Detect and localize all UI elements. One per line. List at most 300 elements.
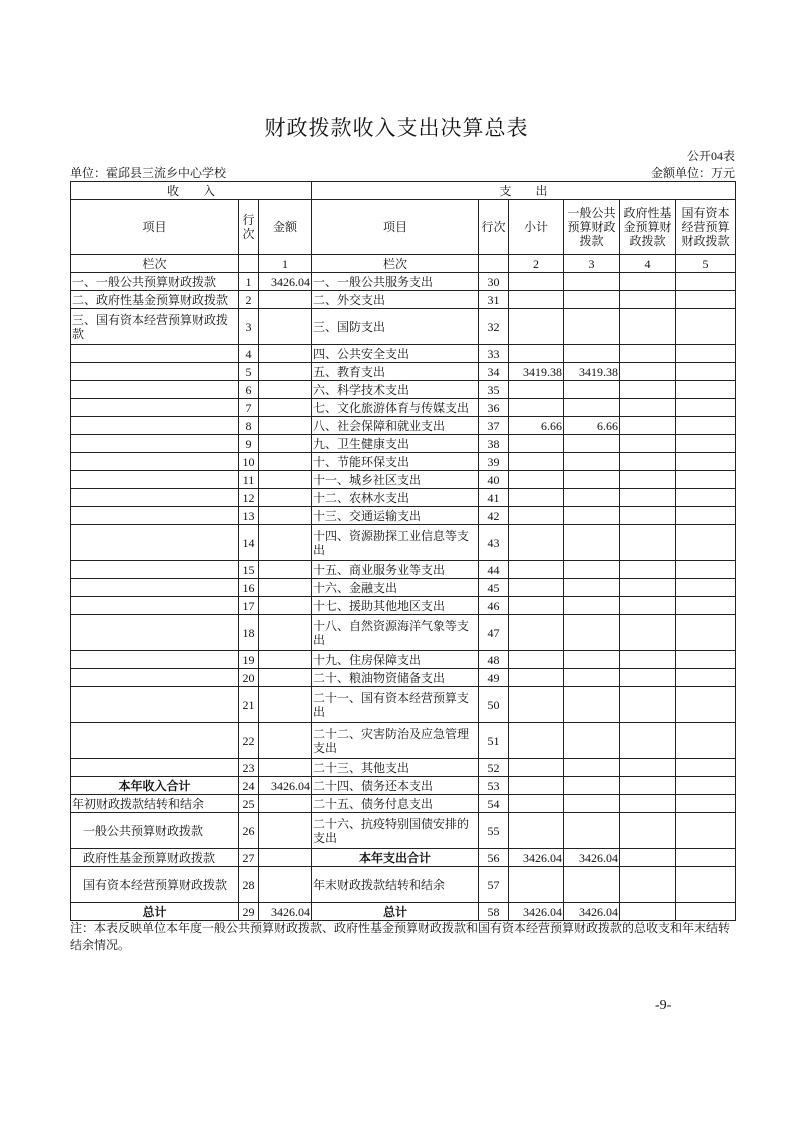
gov-fund [620, 273, 676, 291]
expense-row-no: 54 [479, 795, 509, 813]
table-row [71, 309, 736, 345]
subtotal [509, 651, 564, 669]
table-row [71, 399, 736, 417]
subtotal [509, 687, 564, 723]
general-budget [564, 345, 620, 363]
table-row [71, 777, 736, 795]
general-budget [564, 759, 620, 777]
state-capital [676, 777, 736, 795]
income-amount [259, 849, 312, 867]
subtotal [509, 435, 564, 453]
income-row-no: 1 [239, 273, 259, 291]
gov-fund [620, 615, 676, 651]
income-item [71, 453, 239, 471]
income-amount [259, 561, 312, 579]
col-num-1: 1 [259, 255, 312, 273]
income-item [71, 561, 239, 579]
income-amount [259, 309, 312, 345]
table-row [71, 435, 736, 453]
income-row-no: 20 [239, 669, 259, 687]
subtotal [509, 453, 564, 471]
expense-item: 二十六、抗疫特别国债安排的支出 [312, 813, 479, 849]
state-capital [676, 687, 736, 723]
expense-row-no: 49 [479, 669, 509, 687]
income-row-no: 23 [239, 759, 259, 777]
general-budget [564, 453, 620, 471]
income-item [71, 597, 239, 615]
expense-item: 七、文化旅游体育与传媒支出 [312, 399, 479, 417]
general-budget [564, 723, 620, 759]
gov-fund [620, 417, 676, 435]
income-row-no: 24 [239, 777, 259, 795]
state-capital [676, 813, 736, 849]
gov-fund [620, 867, 676, 903]
income-amount [259, 813, 312, 849]
table-row [71, 669, 736, 687]
money-unit-label: 金额单位：万元 [650, 166, 735, 180]
general-budget [564, 795, 620, 813]
expense-item: 十四、资源勘探工业信息等支出 [312, 525, 479, 561]
expense-row-no: 31 [479, 291, 509, 309]
subtotal [509, 759, 564, 777]
expense-item: 二十三、其他支出 [312, 759, 479, 777]
subtotal [509, 489, 564, 507]
income-amount [259, 345, 312, 363]
state-capital [676, 507, 736, 525]
state-capital [676, 561, 736, 579]
expense-row-no: 38 [479, 435, 509, 453]
income-row-no: 18 [239, 615, 259, 651]
subtotal [509, 291, 564, 309]
income-row-no: 12 [239, 489, 259, 507]
income-amount [259, 579, 312, 597]
gov-fund [620, 561, 676, 579]
expense-item: 三、国防支出 [312, 309, 479, 345]
gov-fund [620, 471, 676, 489]
gov-fund [620, 579, 676, 597]
expense-item: 九、卫生健康支出 [312, 435, 479, 453]
col-label: 栏次 [71, 255, 239, 273]
general-budget: 3419.38 [564, 363, 620, 381]
subtotal: 3426.04 [509, 849, 564, 867]
gov-fund [620, 291, 676, 309]
general-budget [564, 507, 620, 525]
income-amount [259, 669, 312, 687]
gov-fund [620, 309, 676, 345]
expense-item: 十七、援助其他地区支出 [312, 597, 479, 615]
income-item: 本年收入合计 [71, 777, 239, 795]
table-row [71, 579, 736, 597]
income-item [71, 579, 239, 597]
general-budget [564, 525, 620, 561]
state-capital [676, 579, 736, 597]
income-row-no: 29 [239, 903, 259, 921]
subtotal [509, 579, 564, 597]
expense-row-no: 47 [479, 615, 509, 651]
income-row-no: 8 [239, 417, 259, 435]
table-row [71, 813, 736, 849]
table-row [71, 525, 736, 561]
general-budget [564, 651, 620, 669]
general-budget [564, 579, 620, 597]
state-capital [676, 345, 736, 363]
income-row-no: 28 [239, 867, 259, 903]
income-amount [259, 525, 312, 561]
income-row-no: 21 [239, 687, 259, 723]
income-amount [259, 489, 312, 507]
gov-fund [620, 399, 676, 417]
expense-header: 支 出 [312, 182, 736, 200]
table-row [71, 849, 736, 867]
expense-row-no: 55 [479, 813, 509, 849]
subtotal [509, 867, 564, 903]
general-budget [564, 309, 620, 345]
income-item [71, 687, 239, 723]
state-capital [676, 849, 736, 867]
gov-fund [620, 795, 676, 813]
subtotal [509, 615, 564, 651]
expense-row-no: 33 [479, 345, 509, 363]
income-row-no: 10 [239, 453, 259, 471]
expense-row-no: 39 [479, 453, 509, 471]
expense-item: 五、教育支出 [312, 363, 479, 381]
income-row-no: 19 [239, 651, 259, 669]
expense-item: 十一、城乡社区支出 [312, 471, 479, 489]
state-capital [676, 381, 736, 399]
general-budget: 3426.04 [564, 849, 620, 867]
general-budget [564, 669, 620, 687]
income-item [71, 435, 239, 453]
subtotal [509, 525, 564, 561]
income-item [71, 669, 239, 687]
subtotal [509, 597, 564, 615]
col-header-amount: 金额 [259, 200, 312, 255]
income-item: 一般公共预算财政拨款 [71, 813, 239, 849]
table-row [71, 489, 736, 507]
income-amount [259, 363, 312, 381]
expense-item: 二十二、灾害防治及应急管理支出 [312, 723, 479, 759]
income-row-no: 6 [239, 381, 259, 399]
table-row [71, 345, 736, 363]
general-budget [564, 597, 620, 615]
state-capital [676, 759, 736, 777]
expense-item: 年末财政拨款结转和结余 [312, 867, 479, 903]
income-row-no: 11 [239, 471, 259, 489]
expense-item: 十八、自然资源海洋气象等支出 [312, 615, 479, 651]
subtotal: 3419.38 [509, 363, 564, 381]
gov-fund [620, 723, 676, 759]
income-row-no: 4 [239, 345, 259, 363]
expense-item: 十五、商业服务业等支出 [312, 561, 479, 579]
state-capital [676, 651, 736, 669]
table-row [71, 291, 736, 309]
subtotal: 3426.04 [509, 903, 564, 921]
state-capital [676, 489, 736, 507]
state-capital [676, 615, 736, 651]
expense-row-no: 58 [479, 903, 509, 921]
income-amount [259, 615, 312, 651]
table-row [71, 507, 736, 525]
income-amount [259, 381, 312, 399]
table-row [71, 903, 736, 921]
general-budget [564, 867, 620, 903]
general-budget [564, 435, 620, 453]
page-number: -9- [655, 998, 672, 1013]
col-header-item: 项目 [71, 200, 239, 255]
subtotal [509, 507, 564, 525]
state-capital [676, 309, 736, 345]
income-item: 年初财政拨款结转和结余 [71, 795, 239, 813]
expense-row-no: 30 [479, 273, 509, 291]
col-num-3: 3 [564, 255, 620, 273]
col-header-gov-fund: 政府性基金预算财政拨款 [620, 200, 676, 255]
table-row [71, 723, 736, 759]
income-row-no: 3 [239, 309, 259, 345]
income-item: 国有资本经营预算财政拨款 [71, 867, 239, 903]
expense-row-no: 45 [479, 579, 509, 597]
income-item [71, 471, 239, 489]
income-item [71, 759, 239, 777]
table-row [71, 273, 736, 291]
col-header-subtotal: 小计 [509, 200, 564, 255]
subtotal [509, 813, 564, 849]
income-amount [259, 687, 312, 723]
expense-row-no: 52 [479, 759, 509, 777]
expense-row-no: 37 [479, 417, 509, 435]
form-number: 公开04表 [686, 149, 735, 163]
gov-fund [620, 777, 676, 795]
expense-item: 总计 [312, 903, 479, 921]
expense-item: 十九、住房保障支出 [312, 651, 479, 669]
income-item [71, 399, 239, 417]
table-row [71, 363, 736, 381]
general-budget: 3426.04 [564, 903, 620, 921]
income-row-no: 5 [239, 363, 259, 381]
gov-fund [620, 651, 676, 669]
income-row-no: 15 [239, 561, 259, 579]
income-amount [259, 867, 312, 903]
income-item: 三、国有资本经营预算财政拨款 [71, 309, 239, 345]
subtotal [509, 777, 564, 795]
expense-row-no: 44 [479, 561, 509, 579]
subtotal [509, 795, 564, 813]
income-row-no: 2 [239, 291, 259, 309]
income-item [71, 417, 239, 435]
income-item [71, 615, 239, 651]
expense-row-no: 56 [479, 849, 509, 867]
income-amount [259, 453, 312, 471]
income-row-no: 17 [239, 597, 259, 615]
general-budget [564, 489, 620, 507]
col-label2: 栏次 [312, 255, 479, 273]
table-row [71, 795, 736, 813]
table-row [71, 471, 736, 489]
income-item [71, 363, 239, 381]
gov-fund [620, 687, 676, 723]
state-capital [676, 597, 736, 615]
table-row [71, 381, 736, 399]
expense-item: 十六、金融支出 [312, 579, 479, 597]
gov-fund [620, 813, 676, 849]
income-item [71, 723, 239, 759]
expense-row-no: 46 [479, 597, 509, 615]
income-item: 一、一般公共预算财政拨款 [71, 273, 239, 291]
gov-fund [620, 363, 676, 381]
expense-row-no: 53 [479, 777, 509, 795]
gov-fund [620, 489, 676, 507]
state-capital [676, 867, 736, 903]
table-note: 注：本表反映单位本年度一般公共预算财政拨款、政府性基金预算财政拨款和国有资本经营预算财政拨款的总收支和年末结转结余情况。 [70, 921, 731, 952]
income-amount [259, 597, 312, 615]
income-amount [259, 795, 312, 813]
gov-fund [620, 507, 676, 525]
income-row-no: 14 [239, 525, 259, 561]
gov-fund [620, 669, 676, 687]
state-capital [676, 273, 736, 291]
col-header-row-no2: 行次 [479, 200, 509, 255]
income-item [71, 381, 239, 399]
expense-item: 二十一、国有资本经营预算支出 [312, 687, 479, 723]
income-amount [259, 417, 312, 435]
general-budget [564, 381, 620, 399]
state-capital [676, 417, 736, 435]
expense-item: 十、节能环保支出 [312, 453, 479, 471]
subtotal [509, 345, 564, 363]
table-row [71, 615, 736, 651]
table-row [71, 687, 736, 723]
expense-item: 一、一般公共服务支出 [312, 273, 479, 291]
gov-fund [620, 345, 676, 363]
subtotal [509, 471, 564, 489]
table-row [71, 867, 736, 903]
state-capital [676, 903, 736, 921]
expense-item: 本年支出合计 [312, 849, 479, 867]
state-capital [676, 291, 736, 309]
subtotal [509, 669, 564, 687]
subtotal [509, 723, 564, 759]
state-capital [676, 471, 736, 489]
income-amount: 3426.04 [259, 273, 312, 291]
table-row [71, 453, 736, 471]
general-budget [564, 399, 620, 417]
general-budget [564, 777, 620, 795]
subtotal [509, 399, 564, 417]
general-budget [564, 291, 620, 309]
table-row [71, 417, 736, 435]
income-amount [259, 507, 312, 525]
expense-item: 二十、粮油物资储备支出 [312, 669, 479, 687]
subtotal [509, 309, 564, 345]
col-header-state-capital: 国有资本经营预算财政拨款 [676, 200, 736, 255]
table-row [71, 651, 736, 669]
table-row [71, 759, 736, 777]
income-amount [259, 723, 312, 759]
general-budget [564, 813, 620, 849]
expense-row-no: 32 [479, 309, 509, 345]
col-header-item2: 项目 [312, 200, 479, 255]
col-header-general: 一般公共预算财政拨款 [564, 200, 620, 255]
subtotal [509, 561, 564, 579]
general-budget: 6.66 [564, 417, 620, 435]
income-row-no: 25 [239, 795, 259, 813]
gov-fund [620, 903, 676, 921]
col-num-2: 2 [509, 255, 564, 273]
income-amount [259, 759, 312, 777]
expense-row-no: 41 [479, 489, 509, 507]
col-header-row-no: 行次 [239, 200, 259, 255]
expense-row-no: 34 [479, 363, 509, 381]
gov-fund [620, 759, 676, 777]
subtotal: 6.66 [509, 417, 564, 435]
state-capital [676, 525, 736, 561]
expense-row-no: 35 [479, 381, 509, 399]
col-num-4: 4 [620, 255, 676, 273]
income-row-no: 26 [239, 813, 259, 849]
expense-row-no: 36 [479, 399, 509, 417]
expense-row-no: 40 [479, 471, 509, 489]
state-capital [676, 795, 736, 813]
subtotal [509, 273, 564, 291]
income-row-no: 13 [239, 507, 259, 525]
general-budget [564, 615, 620, 651]
expense-row-no: 57 [479, 867, 509, 903]
gov-fund [620, 597, 676, 615]
income-item: 二、政府性基金预算财政拨款 [71, 291, 239, 309]
expense-row-no: 43 [479, 525, 509, 561]
income-item: 总计 [71, 903, 239, 921]
income-row-no: 16 [239, 579, 259, 597]
income-item [71, 525, 239, 561]
expense-item: 二十四、债务还本支出 [312, 777, 479, 795]
table-row [71, 561, 736, 579]
income-item [71, 489, 239, 507]
subtotal [509, 381, 564, 399]
expense-row-no: 50 [479, 687, 509, 723]
income-row-no: 7 [239, 399, 259, 417]
expense-item: 二十五、债务付息支出 [312, 795, 479, 813]
income-amount [259, 435, 312, 453]
expense-item: 四、公共安全支出 [312, 345, 479, 363]
gov-fund [620, 381, 676, 399]
expense-item: 十三、交通运输支出 [312, 507, 479, 525]
income-amount: 3426.04 [259, 777, 312, 795]
state-capital [676, 453, 736, 471]
state-capital [676, 399, 736, 417]
income-amount [259, 651, 312, 669]
expense-item: 二、外交支出 [312, 291, 479, 309]
expense-row-no: 51 [479, 723, 509, 759]
income-item: 政府性基金预算财政拨款 [71, 849, 239, 867]
income-amount [259, 291, 312, 309]
income-row-no: 22 [239, 723, 259, 759]
gov-fund [620, 435, 676, 453]
state-capital [676, 435, 736, 453]
col-num-5: 5 [676, 255, 736, 273]
state-capital [676, 363, 736, 381]
income-row-no: 27 [239, 849, 259, 867]
empty-cell [239, 255, 259, 273]
income-amount: 3426.04 [259, 903, 312, 921]
table-row [71, 597, 736, 615]
gov-fund [620, 525, 676, 561]
income-amount [259, 471, 312, 489]
expense-item: 十二、农林水支出 [312, 489, 479, 507]
income-item [71, 651, 239, 669]
expense-item: 八、社会保障和就业支出 [312, 417, 479, 435]
gov-fund [620, 849, 676, 867]
expense-item: 六、科学技术支出 [312, 381, 479, 399]
state-capital [676, 723, 736, 759]
